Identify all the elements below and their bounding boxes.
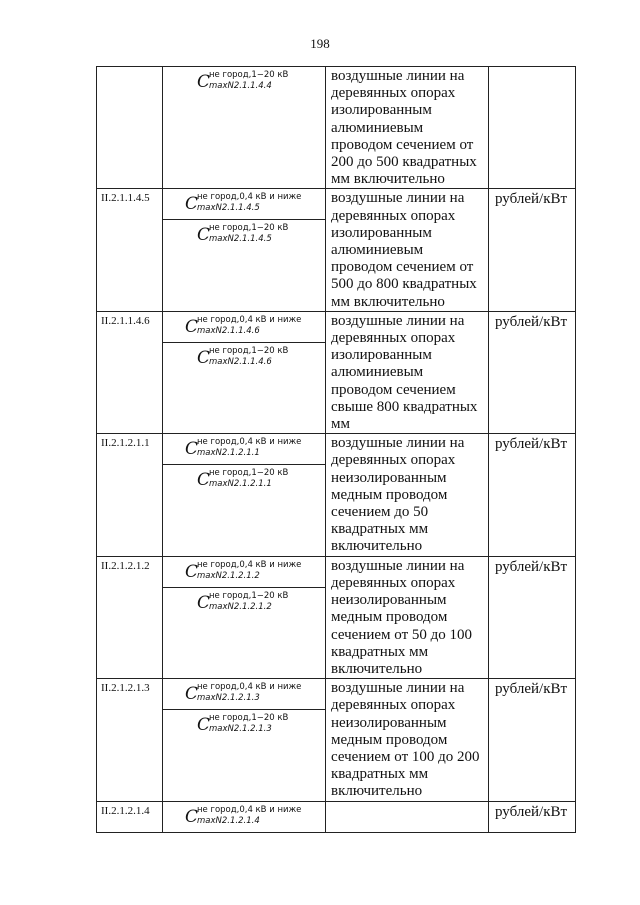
rate-symbol-letter: C xyxy=(185,684,199,705)
rate-symbol-letter: C xyxy=(197,347,211,368)
rate-symbol-letter: C xyxy=(185,561,199,582)
row-symbols xyxy=(163,311,326,433)
row-unit: рублей/кВт xyxy=(489,434,576,556)
row-unit: рублей/кВт xyxy=(489,311,576,433)
rate-symbol-letter: C xyxy=(185,194,199,215)
rate-symbol-superscript: не город,1−20 кВ xyxy=(209,713,289,724)
rate-table-body xyxy=(97,67,576,833)
row-description: воздушные линии на деревянных опорах изолированным алюминиевым проводом сечением от 500 до 800 квадратных мм включительно xyxy=(326,189,489,311)
row-code: II.2.1.1.4.6 xyxy=(97,311,163,433)
rate-symbol-superscript: не город,0,4 кВ и ниже xyxy=(197,192,302,203)
rate-symbol xyxy=(163,587,325,618)
row-description: воздушные линии на деревянных опорах неизолированным медным проводом сечением от 100 до 200 квадратных мм включительно xyxy=(326,679,489,801)
row-symbols xyxy=(163,189,326,311)
row-description xyxy=(326,801,489,832)
rate-symbol xyxy=(163,557,325,587)
rate-symbol-subscript: maxN2.1.2.1.3 xyxy=(209,724,272,735)
rate-symbol xyxy=(163,434,325,464)
row-symbols xyxy=(163,434,326,556)
row-code: II.2.1.2.1.1 xyxy=(97,434,163,556)
row-description: воздушные линии на деревянных опорах неизолированным медным проводом сечением до 50 квадратных мм включительно xyxy=(326,434,489,556)
row-symbols xyxy=(163,556,326,678)
row-code xyxy=(97,67,163,189)
rate-symbol-letter: C xyxy=(197,225,211,246)
rate-symbol-superscript: не город,1−20 кВ xyxy=(209,223,289,234)
rate-symbol-letter: C xyxy=(185,316,199,337)
rate-symbol-letter: C xyxy=(197,470,211,491)
row-description: воздушные линии на деревянных опорах изолированным алюминиевым проводом сечением от 200 до 500 квадратных мм включительно xyxy=(326,67,489,189)
rate-symbol xyxy=(163,709,325,740)
row-unit: рублей/кВт xyxy=(489,556,576,678)
rate-symbol-subscript: maxN2.1.1.4.5 xyxy=(197,203,260,214)
table-row xyxy=(97,434,576,556)
row-code: II.2.1.2.1.3 xyxy=(97,679,163,801)
rate-symbol-subscript: maxN2.1.2.1.3 xyxy=(197,693,260,704)
rate-symbol-subscript: maxN2.1.1.4.5 xyxy=(209,234,272,245)
table-row xyxy=(97,67,576,189)
table-row xyxy=(97,556,576,678)
rate-symbol xyxy=(163,312,325,342)
rate-symbol xyxy=(163,464,325,495)
table-row xyxy=(97,679,576,801)
row-code: II.2.1.2.1.4 xyxy=(97,801,163,832)
page-number: 198 xyxy=(310,36,330,51)
table-row xyxy=(97,311,576,433)
rate-table xyxy=(96,66,576,833)
rate-symbol xyxy=(163,802,325,832)
rate-symbol xyxy=(163,342,325,373)
rate-symbol-superscript: не город,1−20 кВ xyxy=(209,468,289,479)
table-row xyxy=(97,801,576,832)
row-unit xyxy=(489,67,576,189)
row-unit: рублей/кВт xyxy=(489,679,576,801)
rate-symbol xyxy=(163,189,325,219)
rate-symbol-subscript: maxN2.1.1.4.4 xyxy=(209,81,272,91)
rate-symbol-subscript: maxN2.1.2.1.1 xyxy=(209,479,272,490)
rate-symbol-letter: C xyxy=(185,439,199,460)
rate-symbol-superscript: не город,0,4 кВ и ниже xyxy=(197,559,302,570)
rate-symbol-superscript: не город,0,4 кВ и ниже xyxy=(197,804,302,815)
rate-symbol-letter: C xyxy=(185,806,199,827)
row-symbols xyxy=(163,801,326,832)
rate-symbol-subscript: maxN2.1.2.1.1 xyxy=(197,448,260,459)
row-code: II.2.1.2.1.2 xyxy=(97,556,163,678)
rate-symbol-subscript: maxN2.1.2.1.4 xyxy=(197,815,260,826)
rate-symbol-superscript: не город,0,4 кВ и ниже xyxy=(197,314,302,325)
rate-symbol-letter: C xyxy=(197,715,211,736)
rate-symbol-superscript: не город,0,4 кВ и ниже xyxy=(197,437,302,448)
row-unit: рублей/кВт xyxy=(489,801,576,832)
rate-symbol-superscript: не город,0,4 кВ и ниже xyxy=(197,682,302,693)
rate-symbol-letter: C xyxy=(197,592,211,613)
row-unit: рублей/кВт xyxy=(489,189,576,311)
rate-symbol-subscript: maxN2.1.2.1.2 xyxy=(197,570,260,581)
rate-symbol xyxy=(163,67,325,97)
rate-symbol-letter: C xyxy=(197,72,211,92)
row-description: воздушные линии на деревянных опорах неизолированным медным проводом сечением от 50 до 100 квадратных мм включительно xyxy=(326,556,489,678)
row-description: воздушные линии на деревянных опорах изолированным алюминиевым проводом сечением свыше 800 квадратных мм xyxy=(326,311,489,433)
rate-symbol-subscript: maxN2.1.1.4.6 xyxy=(209,356,272,367)
rate-symbol-subscript: maxN2.1.1.4.6 xyxy=(197,325,260,336)
rate-symbol xyxy=(163,219,325,250)
rate-symbol-subscript: maxN2.1.2.1.2 xyxy=(209,601,272,612)
row-symbols xyxy=(163,67,326,189)
rate-symbol xyxy=(163,679,325,709)
rate-symbol-superscript: не город,1−20 кВ xyxy=(209,590,289,601)
rate-symbol-superscript: не город,1−20 кВ xyxy=(209,345,289,356)
table-row xyxy=(97,189,576,311)
row-symbols xyxy=(163,679,326,801)
rate-symbol-superscript: не город,1−20 кВ xyxy=(209,70,289,80)
row-code: II.2.1.1.4.5 xyxy=(97,189,163,311)
